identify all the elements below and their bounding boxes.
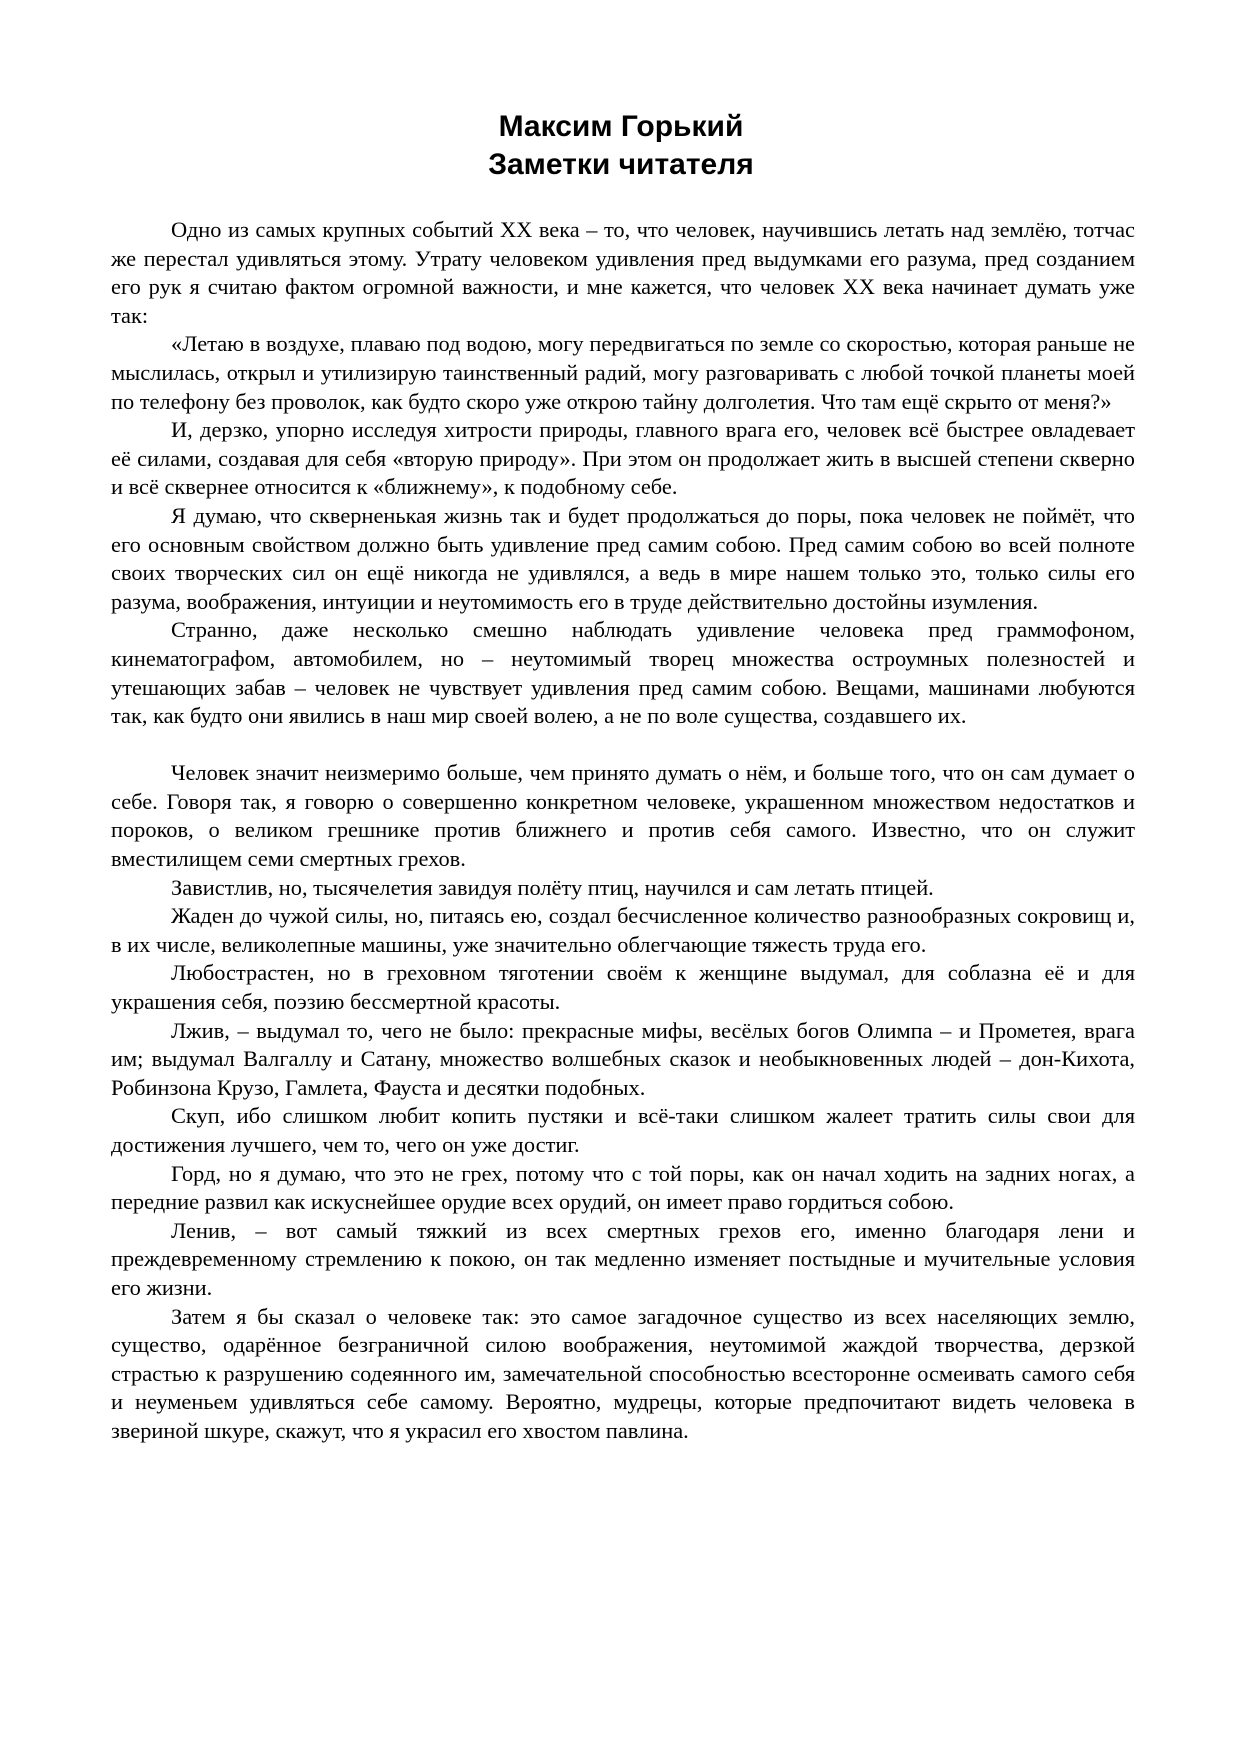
paragraph: Любострастен, но в греховном тяготении своём к женщине выдумал, для соблазна её и для украшения себя, поэзию бессмертной красоты. [111, 960, 1135, 1015]
paragraph: Лжив, – выдумал то, чего не было: прекрасные мифы, весёлых богов Олимпа – и Прометея, врага им; выдумал Валгаллу и Сатану, множество волшебных сказок и необыкновенных людей – дон-Кихота, Робинзона Крузо, Гамлета, Фауста и десятки подобных. [111, 1017, 1135, 1100]
paragraph: Я думаю, что скверненькая жизнь так и будет продолжаться до поры, пока человек не поймёт, что его основным свойством должно быть удивление пред самим собою. Пред самим собою во всей полноте своих творческих сил он ещё никогда не удивлялся, а ведь в мире нашем только это, только силы его разума, воображения, интуиции и неутомимость его в труде действительно достойны изумления. [111, 502, 1135, 614]
paragraph: «Летаю в воздухе, плаваю под водою, могу передвигаться по земле со скоростью, которая раньше не мыслилась, открыл и утилизирую таинственный радий, могу разговаривать с любой точкой планеты моей по телефону без проволок, как будто скоро уже открою тайну долголетия. Что там ещё скрыто от меня?» [111, 331, 1135, 414]
paragraph: Затем я бы сказал о человеке так: это самое загадочное существо из всех населяющих землю, существо, одарённое безграничной силою воображения, неутомимой жаждой творчества, дерзкой страстью к разрушению содеянного им, замечательной способностью всесторонне осмеивать самого себя и неуменьем удивляться себе самому. Вероятно, мудрецы, которые предпочитают видеть человека в звериной шкуре, скажут, что я украсил его хвостом павлина. [111, 1303, 1135, 1443]
paragraph: Странно, даже несколько смешно наблюдать удивление человека пред граммофоном, кинематографом, автомобилем, но – неутомимый творец множества остроумных полезностей и утешающих забав – человек не чувствует удивления пред самим собою. Вещами, машинами любуются так, как будто они явились в наш мир своей волею, а не по воле существа, создавшего их. [111, 617, 1135, 729]
paragraph: Скуп, ибо слишком любит копить пустяки и всё-таки слишком жалеет тратить силы свои для достижения лучшего, чем то, чего он уже достиг. [111, 1103, 1135, 1157]
author-name: Максим Горький [498, 110, 744, 143]
paragraph: Человек значит неизмеримо больше, чем принято думать о нём, и больше того, что он сам думает о себе. Говоря так, я говорю о совершенно конкретном человеке, украшенном множеством недостатков и пороков, о великом грешнике против ближнего и против себя самого. Известно, что он служит вместилищем семи смертных грехов. [111, 760, 1135, 872]
paragraph: Горд, но я думаю, что это не грех, потому что с той поры, как он начал ходить на задних ногах, а передние развил как искуснейшее орудие всех орудий, он имеет право гордиться собою. [111, 1160, 1135, 1215]
section-break [111, 731, 1135, 760]
paragraph: И, дерзко, упорно исследуя хитрости природы, главного врага его, человек всё быстрее овладевает её силами, создавая для себя «вторую природу». При этом он продолжает жить в высшей степени скверно и всё сквернее относится к «ближнему», к подобному себе. [111, 417, 1135, 500]
title-block [0, 108, 1242, 184]
paragraph: Жаден до чужой силы, но, питаясь ею, создал бесчисленное количество разнообразных сокровищ и, в их числе, великолепные машины, уже значительно облегчающие тяжесть труда его. [111, 903, 1135, 957]
paragraph: Одно из самых крупных событий XX века – то, что человек, научившись летать над землёю, тотчас же перестал удивляться этому. Утрату человеком удивления пред выдумками его разума, пред созданием его рук я считаю фактом огромной важности, и мне кажется, что человек XX века начинает думать уже так: [111, 217, 1135, 328]
body-text [111, 216, 1135, 1446]
paragraph: Завистлив, но, тысячелетия завидуя полёту птиц, научился и сам летать птицей. [171, 874, 934, 900]
paragraph: Ленив, – вот самый тяжкий из всех смертных грехов его, именно благодаря лени и преждевременному стремлению к покою, он так медленно изменяет постыдные и мучительные условия его жизни. [111, 1217, 1135, 1300]
document-title: Заметки читателя [488, 148, 754, 181]
